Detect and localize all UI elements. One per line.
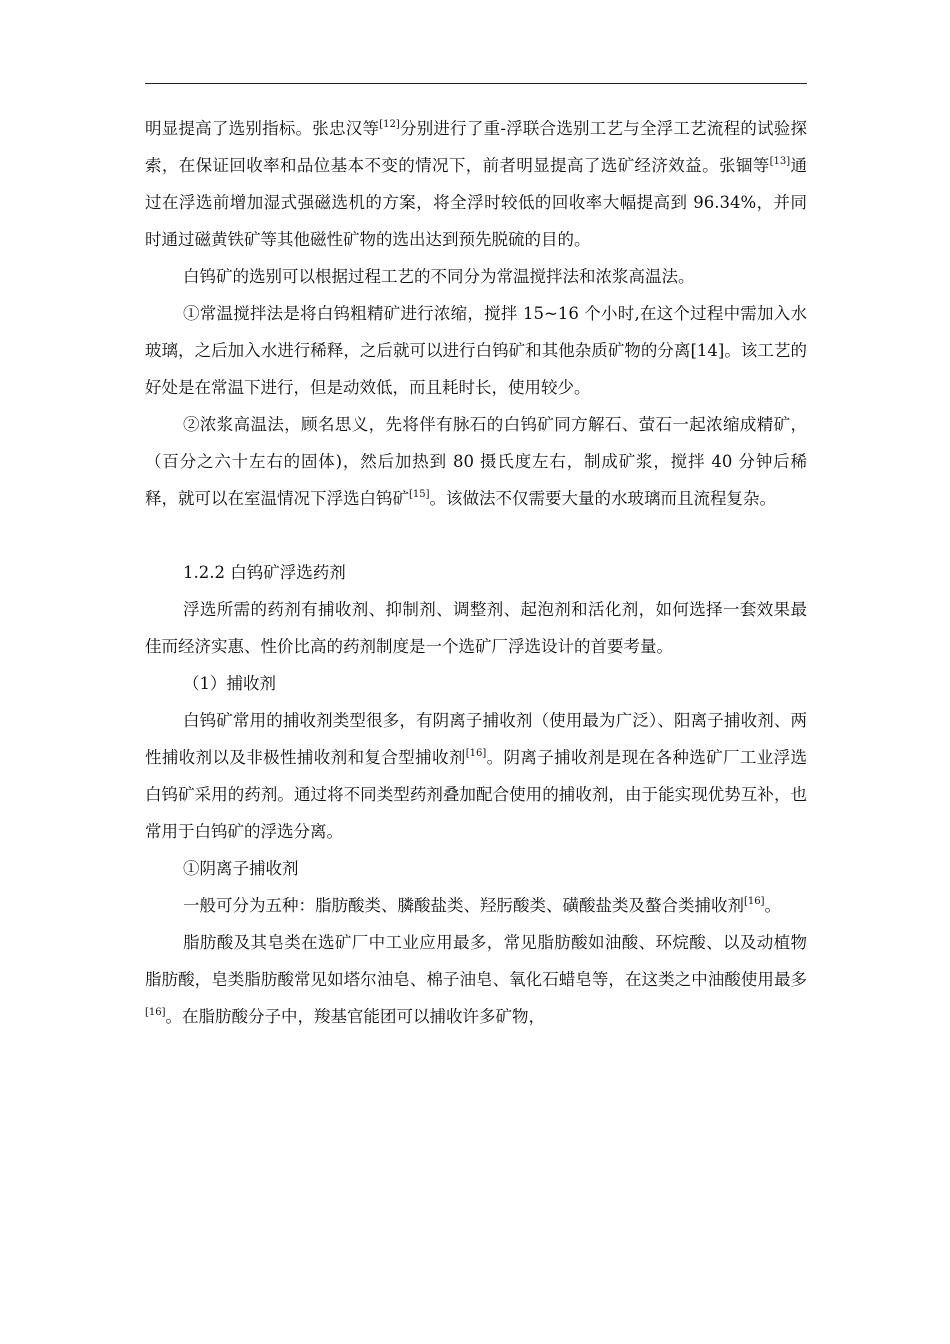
paragraph-section-heading <box>145 554 807 591</box>
paragraph-p6 <box>145 702 807 850</box>
citation-superscript: [12] <box>379 119 400 130</box>
text-run: ②浓浆高温法，顾名思义，先将伴有脉石的白钨矿同方解石、萤石一起浓缩成精矿，（百分之六十左右的固体)，然后加热到 80 摄氏度左右，制成矿浆，搅拌 40 分钟后稀释，就可以在室温情况下浮选白钨矿 <box>145 415 807 508</box>
citation-superscript: [16] <box>145 1007 166 1018</box>
text-run: 脂肪酸及其皂类在选矿厂中工业应用最多，常见脂肪酸如油酸、环烷酸、以及动植物脂肪酸，皂类脂肪酸常见如塔尔油皂、棉子油皂、氧化石蜡皂等，在这类之中油酸使用最多 <box>145 933 807 989</box>
text-run: 通过在浮选前增加湿式强磁选机的方案，将全浮时较低的回收率大幅提高到 96.34%，并同时通过磁黄铁矿等其他磁性矿物的选出达到预先脱硫的目的。 <box>145 156 808 249</box>
paragraph-p2 <box>145 258 807 295</box>
text-run: 白钨矿常用的捕收剂类型很多，有阴离子捕收剂（使用最为广泛）、阳离子捕收剂、两性捕收剂以及非极性捕收剂和复合型捕收剂 <box>145 711 807 767</box>
paragraph-p4 <box>145 406 807 517</box>
text-run: 。在脂肪酸分子中，羧基官能团可以捕收许多矿物， <box>165 1007 546 1026</box>
text-run: 白钨矿的选别可以根据过程工艺的不同分为常温搅拌法和浓浆高温法。 <box>183 267 695 286</box>
citation-superscript: [13] <box>769 156 791 167</box>
text-run: （1）捕收剂 <box>183 674 276 693</box>
paragraph-p3 <box>145 295 807 406</box>
paragraph-p8 <box>145 924 807 1035</box>
blank-line <box>145 517 807 554</box>
paragraph-p5 <box>145 591 807 665</box>
text-run: 明显提高了选别指标。张忠汉等 <box>145 119 380 138</box>
text-run: 。 <box>764 896 782 915</box>
header-rule <box>145 83 807 84</box>
text-run: 。该做法不仅需要大量的水玻璃而且流程复杂。 <box>429 489 777 508</box>
citation-superscript: [15] <box>409 489 430 500</box>
paragraph-subheading-collector <box>145 665 807 702</box>
citation-superscript: [16] <box>465 748 487 759</box>
text-run: 1.2.2 白钨矿浮选药剂 <box>183 563 346 582</box>
text-run: 浮选所需的药剂有捕收剂、抑制剂、调整剂、起泡剂和活化剂，如何选择一套效果最佳而经济实惠、性价比高的药剂制度是一个选矿厂浮选设计的首要考量。 <box>145 600 807 656</box>
citation-superscript: [16] <box>744 896 765 907</box>
text-run: ①阴离子捕收剂 <box>183 859 299 878</box>
paragraph-p1 <box>145 110 807 258</box>
paragraph-p7 <box>145 887 807 924</box>
text-run: 一般可分为五种：脂肪酸类、膦酸盐类、羟肟酸类、磺酸盐类及螯合类捕收剂 <box>183 896 744 915</box>
body-text <box>145 110 807 1035</box>
paragraph-subheading-anionic <box>145 850 807 887</box>
text-run: 分别进行了重-浮联合选别工艺与全浮工艺流程的试验探索，在保证回收率和品位基本不变的情况下，前者明显提高了选矿经济效益。张锢等 <box>145 119 808 175</box>
text-run: ①常温搅拌法是将白钨粗精矿进行浓缩，搅拌 15~16 个小时,在这个过程中需加入水玻璃，之后加入水进行稀释，之后就可以进行白钨矿和其他杂质矿物的分离[14]。该工艺的好处是在常温下进行，但是动效低，而且耗时长，使用较少。 <box>145 304 807 397</box>
text-run: 。阴离子捕收剂是现在各种选矿厂工业浮选白钨矿采用的药剂。通过将不同类型药剂叠加配合使用的捕收剂，由于能实现优势互补，也常用于白钨矿的浮选分离。 <box>145 748 808 841</box>
